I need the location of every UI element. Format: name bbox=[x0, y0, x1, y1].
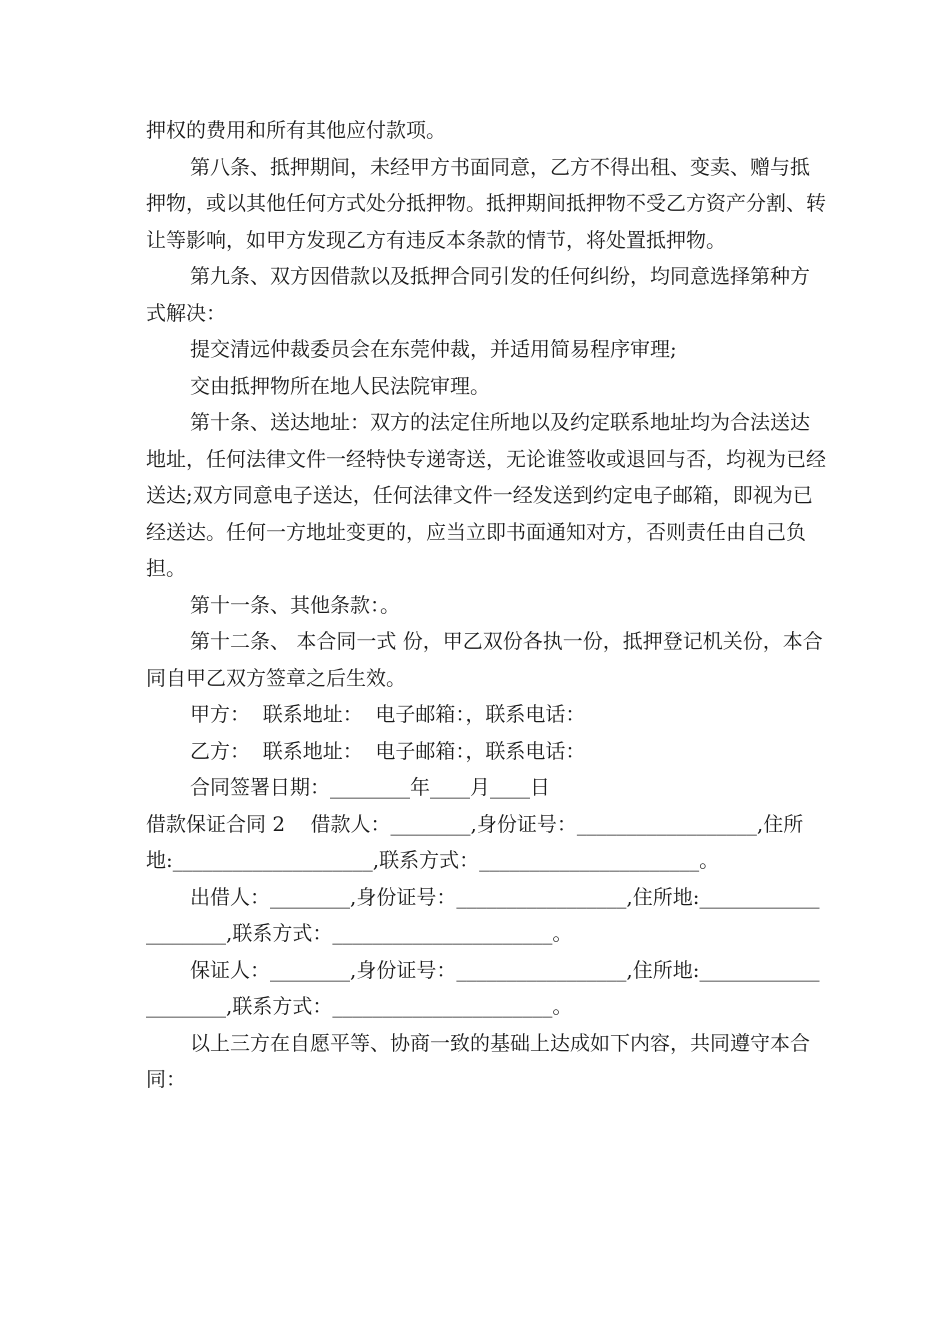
paragraph: 第九条、双方因借款以及抵押合同引发的任何纠纷，均同意选择第种方式解决： bbox=[146, 264, 810, 325]
paragraph: 第八条、抵押期间，未经甲方书面同意，乙方不得出租、变卖、赠与抵押物，或以其他任何方式处分抵押物。抵押期间抵押物不受乙方资产分割、转让等影响，如甲方发现乙方有违反本条款的情节，将处置抵押物。 bbox=[146, 154, 826, 252]
paragraph: 以上三方在自愿平等、协商一致的基础上达成如下内容，共同遵守本合同： bbox=[146, 1030, 810, 1091]
paragraph: 押权的费用和所有其他应付款项。 bbox=[146, 118, 446, 142]
document-body bbox=[146, 112, 826, 1098]
paragraph: 第十二条、 本合同一式 份，甲乙双份各执一份，抵押登记机关份，本合同自甲乙双方签章之后生效。 bbox=[146, 629, 823, 690]
signature-party-b: 乙方： 联系地址： 电子邮箱：，联系电话： bbox=[190, 738, 586, 763]
paragraph: 提交清远仲裁委员会在东莞仲裁，并适用简易程序审理; bbox=[190, 337, 677, 361]
guarantor-info: 保证人：________,身份证号：_________________,住所地:____________________,联系方式：______________________。 bbox=[146, 957, 820, 1018]
signing-date: 合同签署日期：________年____月____日 bbox=[190, 775, 550, 799]
paragraph: 第十条、送达地址：双方的法定住所地以及约定联系地址均为合法送达地址，任何法律文件一经特快专递寄送，无论谁签收或退回与否，均视为已经送达;双方同意电子送达，任何法律文件一经发送到约定电子邮箱，即视为已经送达。任何一方地址变更的，应当立即书面通知对方，否则责任由自己负担。 bbox=[146, 410, 826, 580]
contract-2-heading: 借款保证合同 2 借款人：________,身份证号：__________________,住所地:____________________,联系方式：______________________。 bbox=[146, 811, 804, 872]
paragraph: 交由抵押物所在地人民法院审理。 bbox=[190, 373, 490, 398]
paragraph: 第十一条、其他条款：。 bbox=[190, 592, 400, 617]
signature-party-a: 甲方： 联系地址： 电子邮箱：，联系电话： bbox=[190, 702, 586, 726]
lender-info: 出借人：________,身份证号：_________________,住所地:____________________,联系方式：______________________。 bbox=[146, 884, 820, 945]
